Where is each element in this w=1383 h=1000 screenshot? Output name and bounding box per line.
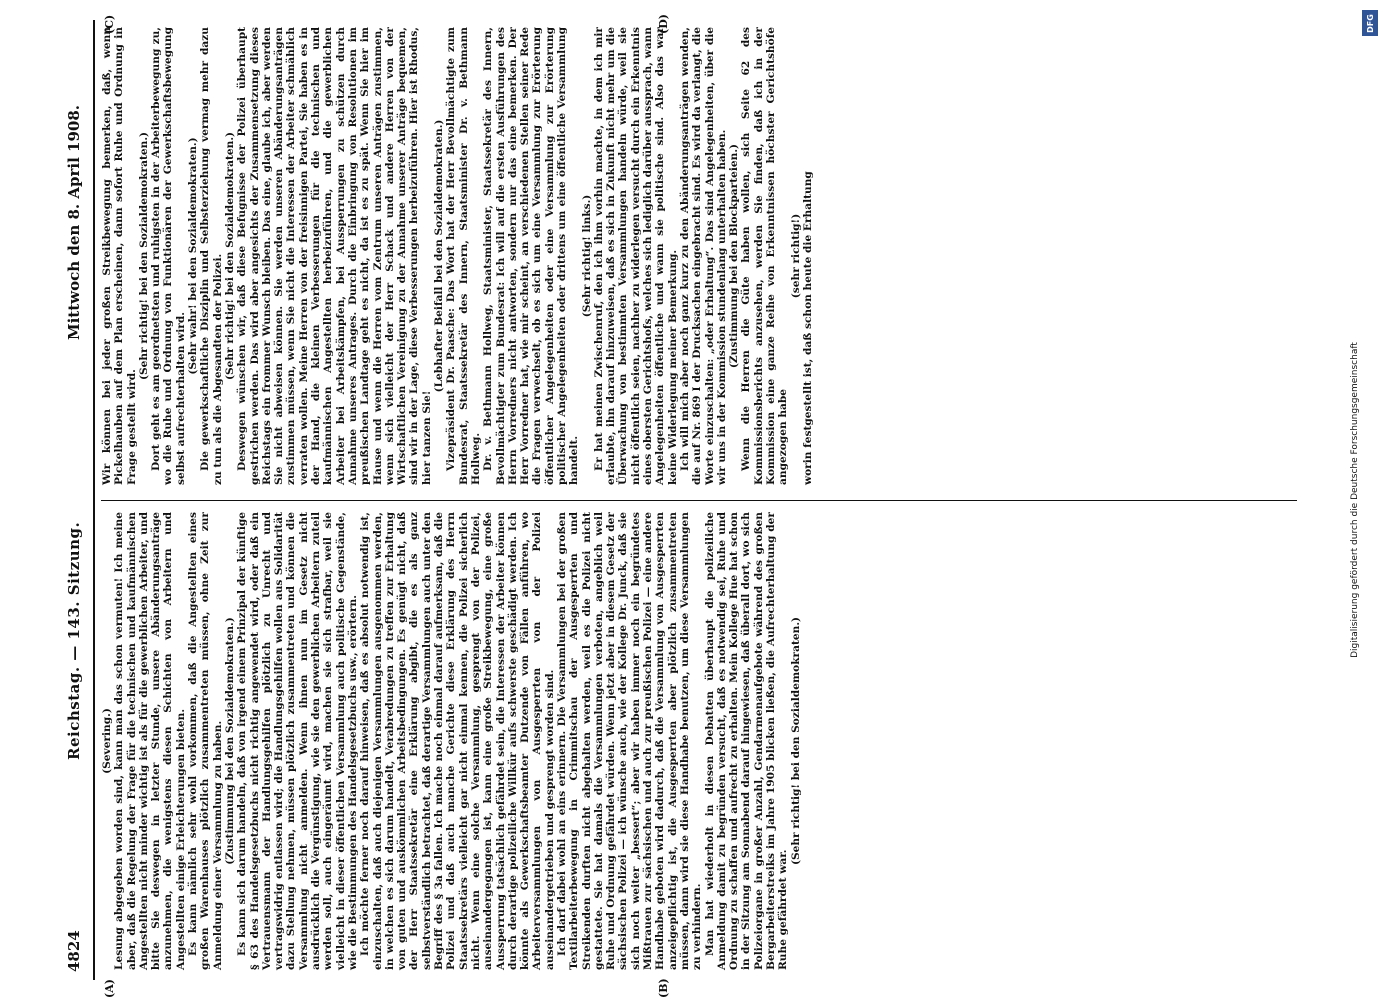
paragraph: Ich darf dabei wohl an eins erinnern. Die Versammlungen bei der großen Textilarbeiterbewegung in Crimmitschau der Ausgesperrten und Streikenden durften nicht abgehalten werden, weil es die Polizei nicht gestattete. Sie hat damals die Versammlungen verboten, angeblich weil Ruhe und Ordnung gefährdet würden. Wenn jetzt aber in diesem Gesetz der sächsischen Polizei — ich wünsche auch, wie der Kollege Dr. Junck, daß sie sich noch weiter „bessert“; aber wir haben immer noch ein begründetes Mißtrauen zur sächsischen und auch zur preußischen Polizei — eine andere Handhabe geboten wird dadurch, daß die Versammlung von Ausgesperrten anzeigepflichtig ist, die Ausgesperrten aber plötzlich zusammentreten müssen, dann wird sie diese Handhabe benutzen, um diese Versammlungen zu verhindern. xyxy=(555,512,703,970)
right-column xyxy=(101,27,814,485)
paragraph: Dr. v. Bethmann Hollweg, Staatsminister, Staatssekretär des Innern, Bevollmächtigter zum Bundesrat: Ich will auf die ersten Ausführungen des Herrn Vorredners nicht antworten, sondern nur das eine bemerken. Der Herr Vorredner hat, wie mir scheint, an verschiedenen Stellen seiner Rede die Fragen verwechselt, ob es sich um eine Versammlung zur Erörterung öffentlicher Angelegenheiten oder eine Versammlung zur Erörterung politischer Angelegenheiten oder drittens um eine öffentliche Versammlung handelt. xyxy=(481,27,580,485)
paragraph: Er hat meinen Zwischenruf, den ich ihm vorhin machte, in dem ich mir erlaubte, ihn darauf hinzuweisen, daß es sich in Zukunft nicht mehr um die Überwachung von bestimmten Versammlungen handeln würde, weil sie nicht öffentlich seien, nachher zu widerlegen versucht durch ein Erkenntnis eines obersten Gerichtshofs, welches sich lediglich darüber aussprach, wann Angelegenheiten öffentliche und wann sie politische sind. Also das war keine Widerlegung meiner Bemerkung. xyxy=(592,27,679,485)
newspaper-page xyxy=(57,14,1327,998)
interjection: (Sehr richtig! bei den Sozialdemokraten.) xyxy=(223,131,236,381)
margin-mark-c: (C) xyxy=(102,14,116,34)
paragraph: Lesung abgegeben worden sind, kann man das schon vermuten! Ich meine aber, daß die Regelung der Frage für die technischen und kaufmännischen Angestellten nicht minder wichtig ist als für die gewerblichen Arbeiter, und bitte Sie deswegen in letzter Stunde, unsere Abänderungsanträge anzunehmen, die wenigstens diesen Schichten von Arbeitern und Angestellten einige Erleichterungen bieten. xyxy=(112,512,187,970)
margin-mark-d: (D) xyxy=(656,14,670,34)
interjection: (Lebhafter Beifall bei den Sozialdemokraten.) xyxy=(432,119,445,393)
paragraph: Ich will mich aber noch ganz kurz zu den Abänderungsanträgen wenden, die auf Nr. 869 I der Drucksachen eingebracht sind. Es wird da verlangt, die Worte einzuschalten: „oder Erhaltung“. Das sind Angelegenheiten, über die wir uns in der Kommission stundenlang unterhalten haben. xyxy=(678,27,728,485)
paragraph: Es kann nämlich sehr wohl vorkommen, daß die Angestellten eines großen Warenhauses plötzlich zusammentreten müssen, ohne Zeit zur Anmeldung einer Versammlung zu haben. xyxy=(186,512,224,970)
header-rule xyxy=(93,20,95,980)
paragraph: Dort geht es am geordnetsten und ruhigsten in der Arbeiterbewegung zu, wo die Ruhe und Ordnung von Funktionären der Gewerkschaftsbewegung selbst aufrechterhalten wird. xyxy=(149,27,187,485)
interjection: (Sehr wahr! bei den Sozialdemokraten.) xyxy=(186,137,199,375)
paragraph: Die gewerkschaftliche Disziplin und Selbsterziehung vermag mehr dazu zu tun als die Abgesandten der Polizei. xyxy=(198,27,224,485)
interjection: (Zustimmung bei den Sozialdemokraten.) xyxy=(223,617,236,865)
margin-mark-b: (B) xyxy=(656,978,670,998)
page-header xyxy=(57,20,91,980)
left-column xyxy=(101,512,802,970)
interjection: (Sehr richtig! links.) xyxy=(580,194,593,318)
paragraph: worin festgestellt ist, daß schon heute die Erhaltung xyxy=(801,171,814,485)
dfg-logo: DFG xyxy=(1362,10,1378,36)
page-title: Reichstag. — 143. Sitzung. xyxy=(64,521,83,760)
interjection: (Sehr richtig! bei den Sozialdemokraten.) xyxy=(789,616,802,866)
interjection: (sehr richtig!) xyxy=(789,213,802,299)
digitization-credit: Digitalisierung gefördert durch die Deutsche Forschungsgemeinschaft xyxy=(1350,342,1360,658)
paragraph: Vizepräsident Dr. Paasche: Das Wort hat der Herr Bevollmächtigte zum Bundesrat, Staatssekretär des Innern, Staatsminister Dr. v. Bethmann Hollweg. xyxy=(444,27,482,485)
page-date: Mittwoch den 8. April 1908. xyxy=(64,105,83,340)
paragraph: Es kann sich darum handeln, daß von irgend einem Prinzipal der künftige § 63 des Handelsgesetzbuchs nicht richtig angewendet wird, oder daß ein Vertrauensmann der Handlungsgehilfen plötzlich zu Unrecht und vertragswidrig entlassen wird; die Handlungsgehilfen wollen aus Solidarität dazu Stellung nehmen, müssen plötzlich zusammentreten und können die Versammlung nicht anmelden. Wenn ihnen nun im Gesetz nicht ausdrücklich die Vergünstigung, wie sie den gewerblichen Arbeitern zuteil werden soll, auch eingeräumt wird, machen sie sich strafbar, weil sie vielleicht in dieser öffentlichen Versammlung auch politische Gegenstände, wie die Bestimmungen des Handelsgesetzbuchs usw., erörtern. xyxy=(235,512,359,970)
speaker-label: (Severing.) xyxy=(100,708,113,774)
paragraph: Man hat wiederholt in diesen Debatten überhaupt die polizeiliche Anmeldung damit zu begründen versucht, daß es notwendig sei, Ruhe und Ordnung zu schaffen und aufrecht zu erhalten. Mein Kollege Hue hat schon in der Sitzung am Sonnabend darauf hingewiesen, daß überall dort, wo sich Polizeiorgane in großer Anzahl, Gendarmenaufgebote während des großen Bergarbeiterstreiks im Jahre 1905 blicken ließen, die Aufrechterhaltung der Ruhe gefährdet war. xyxy=(703,512,789,970)
paragraph: Wir können bei jeder großen Streikbewegung bemerken, daß, wenn Pickelhauben auf dem Plan erscheinen, dann sofort Ruhe und Ordnung in Frage gestellt wird. xyxy=(100,27,138,485)
interjection: (Zustimmung bei den Blockparteien.) xyxy=(727,143,740,369)
margin-mark-a: (A) xyxy=(102,979,116,998)
paragraph: Deswegen wünschen wir, daß diese Befugnisse der Polizei überhaupt gestrichen werden. Das wird aber angesichts der Zusammensetzung dieses Reichstags ein frommer Wunsch bleiben. Das eine, glaube ich, aber werden Sie nicht abweisen können. Sie werden unseren Abänderungsanträgen zustimmen müssen, wenn Sie nicht die Interessen der Arbeiter schmählich verraten wollen. Meine Herren von der freisinnigen Partei, Sie haben es in der Hand, die kleinen Verbesserungen für die technischen und kaufmännischen Angestellten herbeizuführen, und die gewerblichen Arbeiter bei Arbeitskämpfen, bei Aussperrungen zu schützen durch Annahme unseres Antrages. Durch die Einbringung von Resolutionen im preußischen Landtage geht es nicht, da ist es zu spät. Wenn Sie hier im Hause und wenn die Herren vom Zentrum unseren Anträgen zustimmen, wenn sich vielleicht der Herr Schack und andere Herren von der Wirtschaftlichen Vereinigung zu der Annahme unserer Anträge bequemen, sind wir in der Lage, diese Verbesserungen herbeizuführen. Hier ist Rhodus, hier tanzen Sie! xyxy=(235,27,433,485)
paragraph: Wenn die Herren die Güte haben wollen, sich Seite 62 des Kommissionsberichts anzusehen, werden Sie finden, daß ich in der Kommission eine ganze Reihe von Erkenntnissen höchster Gerichtshöfe angezogen habe xyxy=(739,27,789,485)
paragraph: Ich möchte ferner noch darauf hinweisen, daß es absolut notwendig ist, einzuschalten, daß auch diejenigen Versammlungen ausgenommen werden, in welchen es sich darum handelt, Verabredungen zu treffen zur Erhaltung von guten und auskömmlichen Arbeitsbedingungen. Es genügt nicht, daß der Herr Staatssekretär eine Erklärung abgibt, die es als ganz selbstverständlich betrachtet, daß derartige Versammlungen auch unter den Begriff des § 3a fallen. Ich mache noch einmal darauf aufmerksam, daß die Polizei und daß auch manche Gerichte diese Erklärung des Herrn Staatssekretärs vielleicht gar nicht einmal kennen, die Polizei sicherlich nicht. Wenn eine solche Versammlung, gesprengt von der Polizei, auseinandergegangen ist, kann eine große Streikbewegung, eine große Aussperrung tatsächlich gefährdet sein, die Interessen der Arbeiter können durch derartige polizeiliche Willkür aufs schwerste geschädigt werden. Ich könnte als Gewerkschaftsbeamter Dutzende von Fällen anführen, wo Arbeiterversammlungen von Ausgesperrten von der Polizei auseinandergetrieben und gesprengt worden sind. xyxy=(358,512,556,970)
page-number: 4824 xyxy=(64,930,83,972)
interjection: (Sehr richtig! bei den Sozialdemokraten.) xyxy=(137,131,150,381)
column-divider xyxy=(101,500,1297,501)
